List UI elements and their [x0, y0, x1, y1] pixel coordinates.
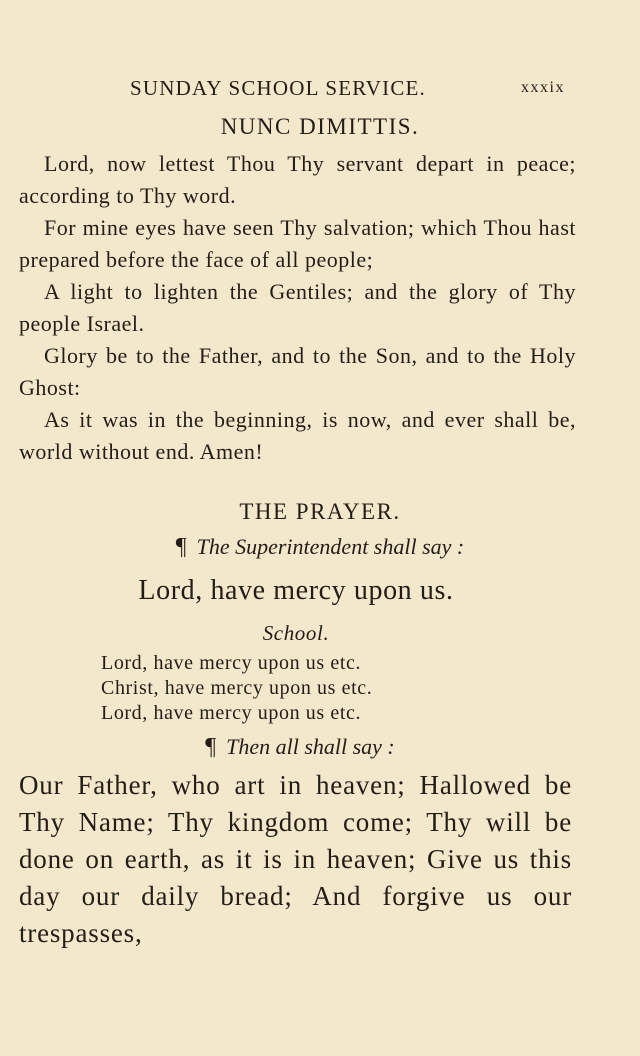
nunc-dimittis-verses [19, 148, 576, 468]
superintendent-rubric-text: The Superintendent shall say : [196, 534, 465, 559]
verse-1: Lord, now lettest Thou Thy servant depart in peace; according to Thy word. [19, 151, 576, 208]
running-title: SUNDAY SCHOOL SERVICE. [130, 76, 427, 100]
school-label: School. [262, 621, 330, 645]
response-2: Christ, have mercy upon us etc. [101, 677, 373, 699]
prayer-heading: THE PRAYER. [239, 499, 401, 524]
pilcrow-icon: ¶ [205, 734, 217, 760]
versicle: Lord, have mercy upon us. [138, 575, 454, 606]
page-header [0, 76, 640, 102]
page-number: xxxix [521, 79, 565, 96]
lords-prayer-text: Our Father, who art in heaven; Hallowed be Thy Name; Thy kingdom come; Thy will be done on earth, as it is in heaven; Give us this day our daily bread; And forgive us our trespasses, [19, 770, 572, 948]
verse-2: For mine eyes have seen Thy salvation; which Thou hast prepared before the face of all people; [19, 215, 576, 272]
verse-3: A light to lighten the Gentiles; and the glory of Thy people Israel. [19, 279, 576, 336]
verse-5: As it was in the beginning, is now, and ever shall be, world without end. Amen! [19, 407, 576, 464]
all-say-rubric-text: Then all shall say : [226, 734, 395, 759]
pilcrow-icon: ¶ [175, 534, 187, 560]
all-say-rubric [0, 734, 620, 761]
response-3: Lord, have mercy upon us etc. [101, 702, 362, 724]
school-responses [101, 651, 372, 726]
response-1: Lord, have mercy upon us etc. [101, 652, 362, 674]
verse-4: Glory be to the Father, and to the Son, and to the Holy Ghost: [19, 343, 576, 400]
nunc-dimittis-heading: NUNC DIMITTIS. [220, 114, 420, 139]
superintendent-rubric [0, 534, 640, 561]
